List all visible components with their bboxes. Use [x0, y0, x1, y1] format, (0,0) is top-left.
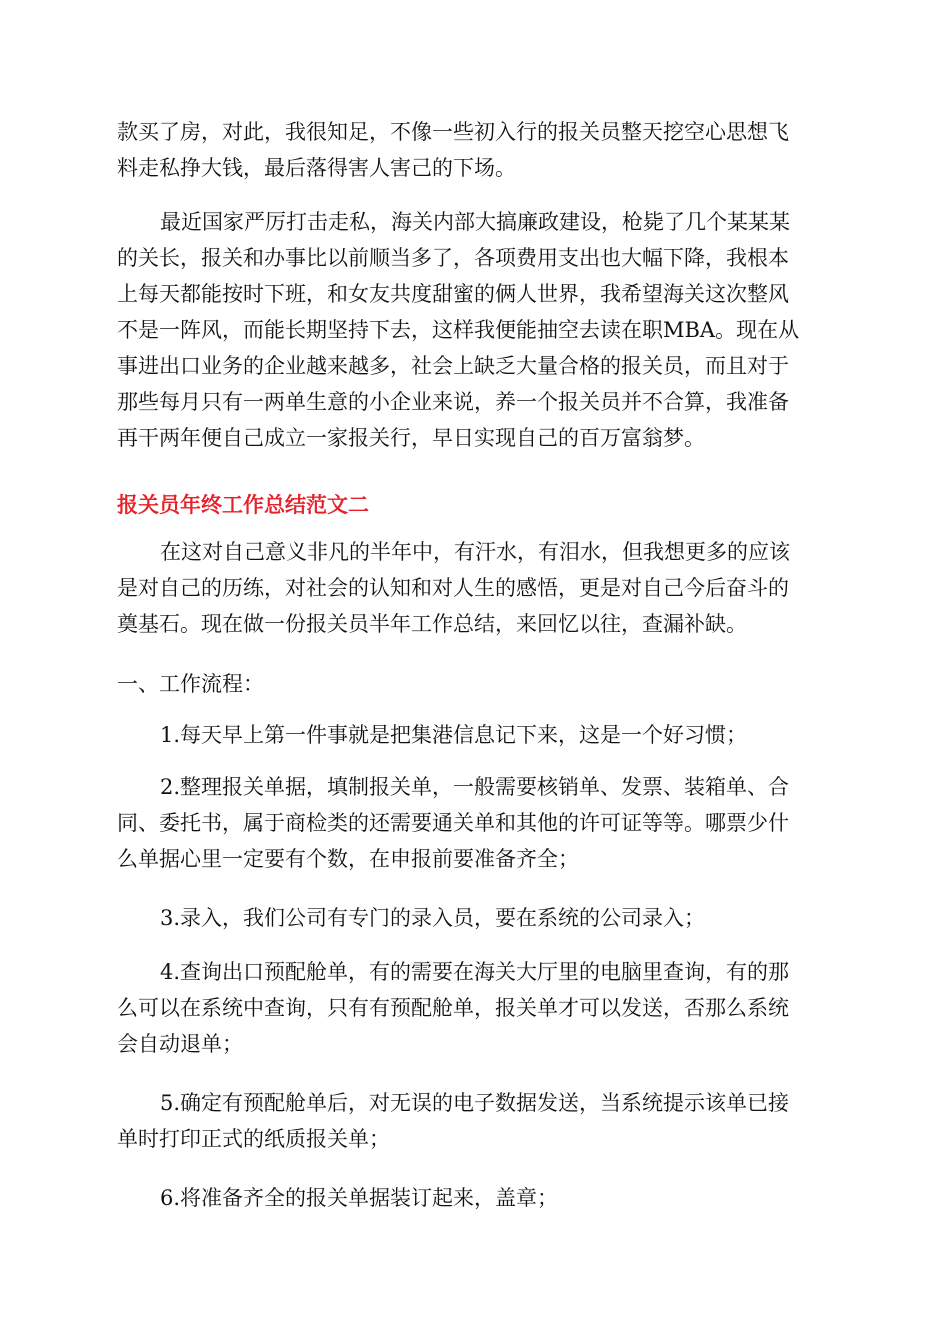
body-text-line: 奠基石。现在做一份报关员半年工作总结，来回忆以往，查漏补缺。 [117, 612, 747, 636]
body-text-line: 单时打印正式的纸质报关单； [117, 1127, 390, 1151]
body-text-line: 是对自己的历练，对社会的认知和对人生的感悟，更是对自己今后奋斗的 [117, 576, 789, 600]
body-text-line: 么单据心里一定要有个数，在申报前要准备齐全； [117, 847, 579, 871]
body-text-line: 不是一阵风，而能长期坚持下去，这样我便能抽空去读在职MBA。现在从 [117, 318, 800, 342]
body-text-line: 最近国家严厉打击走私，海关内部大搞廉政建设，枪毙了几个某某某 [160, 210, 790, 234]
list-item: 6.将准备齐全的报关单据装订起来，盖章； [160, 1186, 559, 1210]
list-heading: 一、工作流程： [117, 672, 264, 696]
list-item: 3.录入，我们公司有专门的录入员，要在系统的公司录入； [160, 906, 706, 930]
body-text-line: 上每天都能按时下班，和女友共度甜蜜的俩人世界，我希望海关这次整风 [117, 282, 789, 306]
list-item: 2.整理报关单据，填制报关单，一般需要核销单、发票、装箱单、合 [160, 775, 790, 799]
list-item: 1.每天早上第一件事就是把集港信息记下来，这是一个好习惯； [160, 723, 748, 747]
body-text-line: 同、委托书，属于商检类的还需要通关单和其他的许可证等等。哪票少什 [117, 811, 789, 835]
body-text-line: 料走私挣大钱，最后落得害人害己的下场。 [117, 156, 516, 180]
body-text-line: 会自动退单； [117, 1032, 243, 1056]
body-text-line: 在这对自己意义非凡的半年中，有汗水，有泪水，但我想更多的应该 [160, 540, 790, 564]
body-text-line: 那些每月只有一两单生意的小企业来说，养一个报关员并不合算，我准备 [117, 390, 789, 414]
body-text-line: 款买了房，对此，我很知足，不像一些初入行的报关员整天挖空心思想飞 [117, 120, 789, 144]
body-text-line: 再干两年便自己成立一家报关行，早日实现自己的百万富翁梦。 [117, 426, 705, 450]
list-item: 4.查询出口预配舱单，有的需要在海关大厅里的电脑里查询，有的那 [160, 960, 790, 984]
list-item: 5.确定有预配舱单后，对无误的电子数据发送，当系统提示该单已接 [160, 1091, 790, 1115]
section-heading: 报关员年终工作总结范文二 [117, 493, 369, 517]
body-text-line: 的关长，报关和办事比以前顺当多了，各项费用支出也大幅下降，我根本 [117, 246, 789, 270]
body-text-line: 么可以在系统中查询，只有有预配舱单，报关单才可以发送，否那么系统 [117, 996, 789, 1020]
body-text-line: 事进出口业务的企业越来越多，社会上缺乏大量合格的报关员，而且对于 [117, 354, 789, 378]
